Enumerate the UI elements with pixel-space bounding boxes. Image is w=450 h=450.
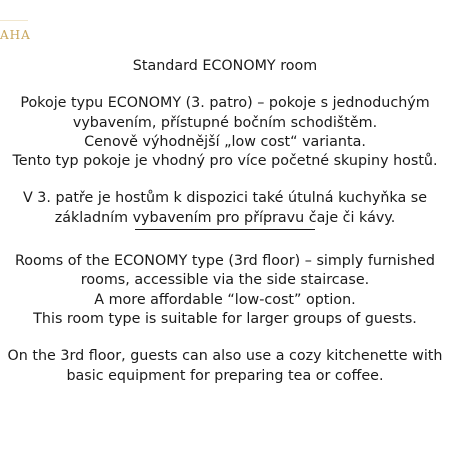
- english-kitchen-line: On the 3rd floor, guests can also use a cozy kitchenette with: [7, 348, 443, 365]
- czech-paragraph-line: Cenově výhodnější „low cost“ varianta.: [84, 133, 366, 150]
- english-paragraph-line: A more affordable “low-cost” option.: [94, 291, 356, 308]
- czech-paragraph-line: Tento typ pokoje je vhodný pro více početné skupiny hostů.: [12, 153, 438, 170]
- brand-logo-fragment: [0, 28, 31, 42]
- czech-description: [0, 94, 450, 228]
- divider-spacer: [0, 230, 450, 252]
- czech-kitchen-line: základním vybavením pro přípravu čaje či kávy.: [54, 209, 396, 226]
- english-description: [0, 252, 450, 386]
- english-paragraph-line: Rooms of the ECONOMY type (3rd floor) – simply furnished: [15, 253, 435, 270]
- paragraph-spacer: [0, 76, 450, 94]
- paragraph-spacer: [0, 329, 450, 347]
- brand-logo-text: AHA: [0, 28, 31, 42]
- czech-kitchen-line: V 3. patře je hostům k dispozici také útulná kuchyňka se: [22, 190, 428, 207]
- english-kitchen-line: basic equipment for preparing tea or coffee.: [66, 367, 384, 384]
- paragraph-spacer: [0, 171, 450, 189]
- room-description: [0, 57, 450, 386]
- english-paragraph-line: This room type is suitable for larger groups of guests.: [33, 310, 417, 327]
- czech-paragraph-line: vybavením, přístupné bočním schodištěm.: [72, 114, 378, 131]
- room-title: Standard ECONOMY room: [132, 58, 318, 74]
- english-paragraph-line: rooms, accessible via the side staircase.: [80, 272, 370, 289]
- czech-paragraph-line: Pokoje typu ECONOMY (3. patro) – pokoje s jednoduchým: [20, 95, 430, 112]
